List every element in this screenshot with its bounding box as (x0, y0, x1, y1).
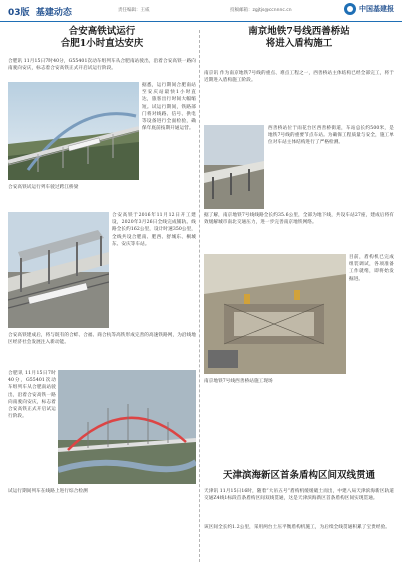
left-article (8, 26, 196, 50)
bottom-article-title: 天津滨海新区首条盾构区间双线贯通 (222, 470, 375, 481)
left-paragraph-3: 合安高铁建成后，将与既有的合蚌、合福、商合杭等高铁形成完善的高速铁路网，为沿线地区经济社会发展注入新动能。 (8, 333, 196, 346)
left-article-title: 合安高铁试运行 合肥1小时直达安庆 (60, 26, 144, 49)
left-paragraph-1: 合肥讯 11月15日7时40分，G55401次动车组列车从合肥南站驶出，沿着合安高铁一路向南驶向安庆，标志着合安高铁正式开启试运行阶段。 (8, 59, 196, 72)
subway-site-photo-2 (204, 254, 346, 374)
left-paragraph-2: 合安高铁试运行列车驶过跨江桥梁 (8, 185, 79, 190)
right-article (204, 26, 394, 50)
page-header (0, 0, 402, 22)
left-side-text-1: 据悉，运行期间合肥南站至安庆站最快1小时直达，旅客出行时间大幅缩短。试运行期间，铁路部门将对线路、信号、供电等设备进行全面检验，确保年底前按期开通运营。 (142, 83, 196, 132)
bridge-photo (8, 82, 139, 180)
bottom-paragraph-2: 该区间全长约1.2公里，采用两台土压平衡盾构机施工，为后续全线贯通积累了宝贵经验。 (204, 525, 390, 530)
subway-site-photo-1 (204, 125, 264, 209)
left-side-text-2: 合安高铁于2016年11月12日开工建设，2020年3月26日全线完成铺轨。线路全长约162公里，设计时速350公里，全线共设合肥南、肥西、舒城东、桐城东、安庆等车站。 (112, 213, 196, 247)
left-paragraph-4: 试运行期间列车在线路上进行综合检测 (8, 489, 88, 494)
right-side-text-2: 目前，盾构机已完成组装调试，各项准备工作就绪，即将始发掘进。 (349, 255, 394, 282)
right-article-title: 南京地铁7号线西善桥站 将进入盾构施工 (248, 26, 350, 49)
right-side-text-1: 西善桥站位于雨花台区西善桥街道，车站总长约500米，是地铁7号线的重要节点车站。为确保工程质量与安全，施工单位对车站主体结构进行了严格检测。 (268, 126, 394, 146)
station-photo (8, 212, 109, 328)
viaduct-photo (58, 370, 196, 484)
column-divider (199, 30, 200, 562)
contact-email: 投稿邮箱：zgjtjs@ccnnnc.cn (230, 8, 292, 13)
left-side-text-3: 合肥讯 11月15日7时40分，G55401次动车组列车从合肥南站驶出，沿着合安高铁一路向南驶向安庆，标志着合安高铁正式开启试运行阶段。 (8, 371, 56, 420)
right-paragraph-1: 南京讯 作为南京地铁7号线的重点、难点工程之一，西善桥站主体结构已经全部完工，将于近期进入盾构施工阶段。 (204, 71, 394, 84)
bottom-paragraph-1: 天津讯 11月15日16时，随着“大吊五号”盾构机缓缓破土而出，中建八局天津滨海新区轨道交通Z4线1标段首条盾构区间双线贯通，这是天津滨海新区首条盾构区间实现贯通。 (204, 489, 394, 502)
page-number: 03版 基建动态 (8, 8, 72, 18)
editor-credit: 责任编辑：王威 (118, 8, 150, 13)
right-paragraph-2: 据了解，南京地铁7号线线路全长约35.6公里，全部为地下线，共设车站27座，建成后将有效缓解城市南北交通压力，进一步完善南京地铁网络。 (204, 213, 394, 226)
logo-icon (344, 3, 356, 15)
newspaper-logo: 中国基建报 (344, 3, 394, 15)
right-paragraph-3: 南京地铁7号线西善桥站施工现场 (204, 379, 273, 384)
